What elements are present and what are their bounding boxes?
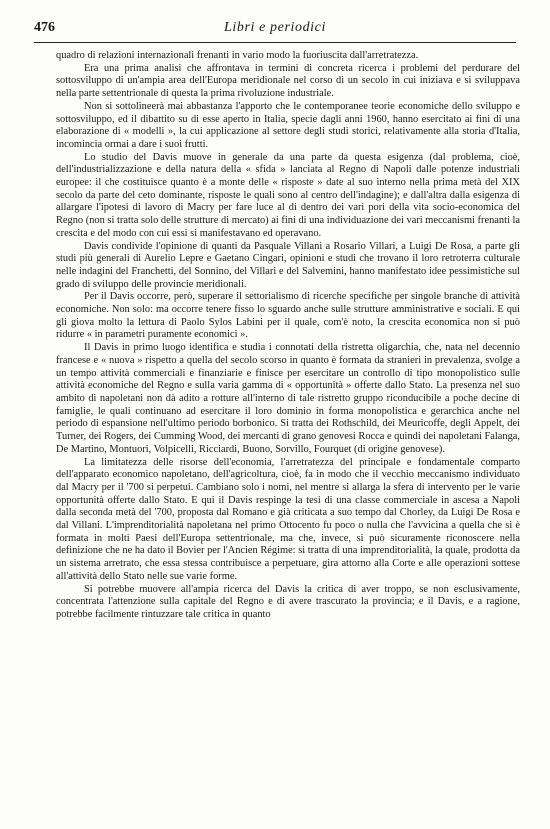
paragraph: quadro di relazioni internazionali frenanti in vario modo la fuoriuscita dall'arretratezza. <box>56 50 419 61</box>
paragraph: Il Davis in primo luogo identifica e studia i connotati della ristretta oligarchia, che, nata nel decennio francese e « nuova » rispetto a quella del secolo scorso in quanto è formata da stranieri in prevalenza, svolge a un tempo attività commerciali e finanziarie e finisce per esercitare un controllo di tipo monopolistico sulle attività economiche del Regno e sulla varia gamma di « opportunità » offerte dallo Stato. La presenza nel suo ambito di napoletani non dà adito a rotture all'interno di tale ristretto gruppo riconducibile a poche decine di famiglie, le quali continuano ad esercitare il loro dominio in forma monopolistica e gerarchica anche nel periodo di espansione nell'ultimo periodo borbonico. Si tratta dei Rothschild, dei Meuricoffe, degli Appelt, dei Turner, dei Rogers, dei Cumming Wood, dei mercanti di grano genovesi Rocca e quindi dei napoletani Falanga, De Martino, Montuori, Volpicelli, Ricciardi, Buono, Sorvillo, Fourquet (di origine genovese). <box>56 342 520 455</box>
paragraph: Era una prima analisi che affrontava in termini di concreta ricerca i problemi del perdurare del sottosviluppo di un'ampia area dell'Europa meridionale nel corso di un secolo in cui iniziava e si sviluppava nella parte settentrionale di questa la prima rivoluzione industriale. <box>56 62 520 100</box>
paragraph: Lo studio del Davis muove in generale da una parte da questa esigenza (dal problema, cioè, dell'industrializzazione e della natura della « sfida » lanciata al Regno di Napoli dalle potenze industriali europee: il che costituisce quanto è a monte delle « risposte » date al suo interno nella prima metà del XIX secolo da parte del ceto dominante, risposte le quali sono al centro dell'indagine); e dall'altra dalla esigenza di allargare l'ipotesi di lavoro di Macry per fare luce al di dentro dei vari pori della vita socio-economica del Regno (non si tratta solo delle strutture di mercato) ai fini di una individuazione dei vari meccanismi frenanti la crescita e del modo con cui essi si manifestavano ed operavano. <box>56 151 520 239</box>
running-head <box>34 20 516 43</box>
paragraph: Non si sottolineerà mai abbastanza l'apporto che le contemporanee teorie economiche dello sviluppo e sottosviluppo, ed il dibattito su di esse aperto in Italia, specie dagli anni 1960, hanno esercitato ai fini di una elaborazione di « modelli », la cui applicazione al settore degli studi storici, relativamente alla storia d'Italia, incomincia ormai a dare i suoi frutti. <box>56 100 520 150</box>
paragraph: Per il Davis occorre, però, superare il settorialismo di ricerche specifiche per singole branche di attività economiche. Non solo: ma occorre tenere fisso lo sguardo anche sulle strutture amministrative e sociali. E qui gli giova molto la lettura di Paolo Sylos Labini per il quale, com'è noto, la crescita economica non si può ridurre « in parametri puramente economici ». <box>56 291 520 341</box>
section-title: Libri e periodici <box>224 20 326 35</box>
article-body <box>56 50 520 622</box>
paragraph: Si potrebbe muovere all'ampia ricerca del Davis la critica di aver troppo, se non esclusivamente, concentrata l'attenzione sulla capitale del Regno e di avere trascurato la provincia; e il Davis, e a ragione, potrebbe facilmente rintuzzare tale critica in quanto <box>56 583 520 620</box>
paragraph: Davis condivide l'opinione di quanti da Pasquale Villani a Rosario Villari, a Luigi De Rosa, a parte gli studi più generali di Aurelio Lepre e Gaetano Cingari, opinioni e studi che trovano il loro retroterra culturale nelle indagini del Franchetti, del Sonnino, del Villari e del Salvemini, hanno manifestato idee pessimistiche sul grado di sviluppo delle provincie meridionali. <box>56 240 520 290</box>
paragraph: La limitatezza delle risorse dell'economia, l'arretratezza del principale e fondamentale comparto dell'apparato economico napoletano, dell'agricoltura, cioè, fa in modo che il vecchio meccanismo individuato dal Macry per il '700 si perpetui. Cambiano solo i nomi, nel mentre si allarga la sfera di intervento per le varie opportunità offerte dallo Stato. E qui il Davis respinge la tesi di una classe commerciale in ascesa a Napoli dalla seconda metà del '700, proposta dal Romano e già criticata a suo tempo dal Chorley, da Luigi De Rosa e dal Villani. L'imprenditorialità napoletana nel primo Ottocento fu poco o nulla che l'avvicina a quella che si è formata in molti Paesi dell'Europa settentrionale, ma che, invece, si può sicuramente riconoscere nella definizione che ne ha dato il Bovier per l'Ancien Régime: si tratta di una imprenditorialità, la quale, prodotta da un sistema arretrato, che essa stessa contribuisce a perpetuare, gira attorno alla Corte e alle operazioni sottese all'attività dello Stato nelle sue varie forme. <box>56 456 520 582</box>
page-number: 476 <box>34 20 55 35</box>
